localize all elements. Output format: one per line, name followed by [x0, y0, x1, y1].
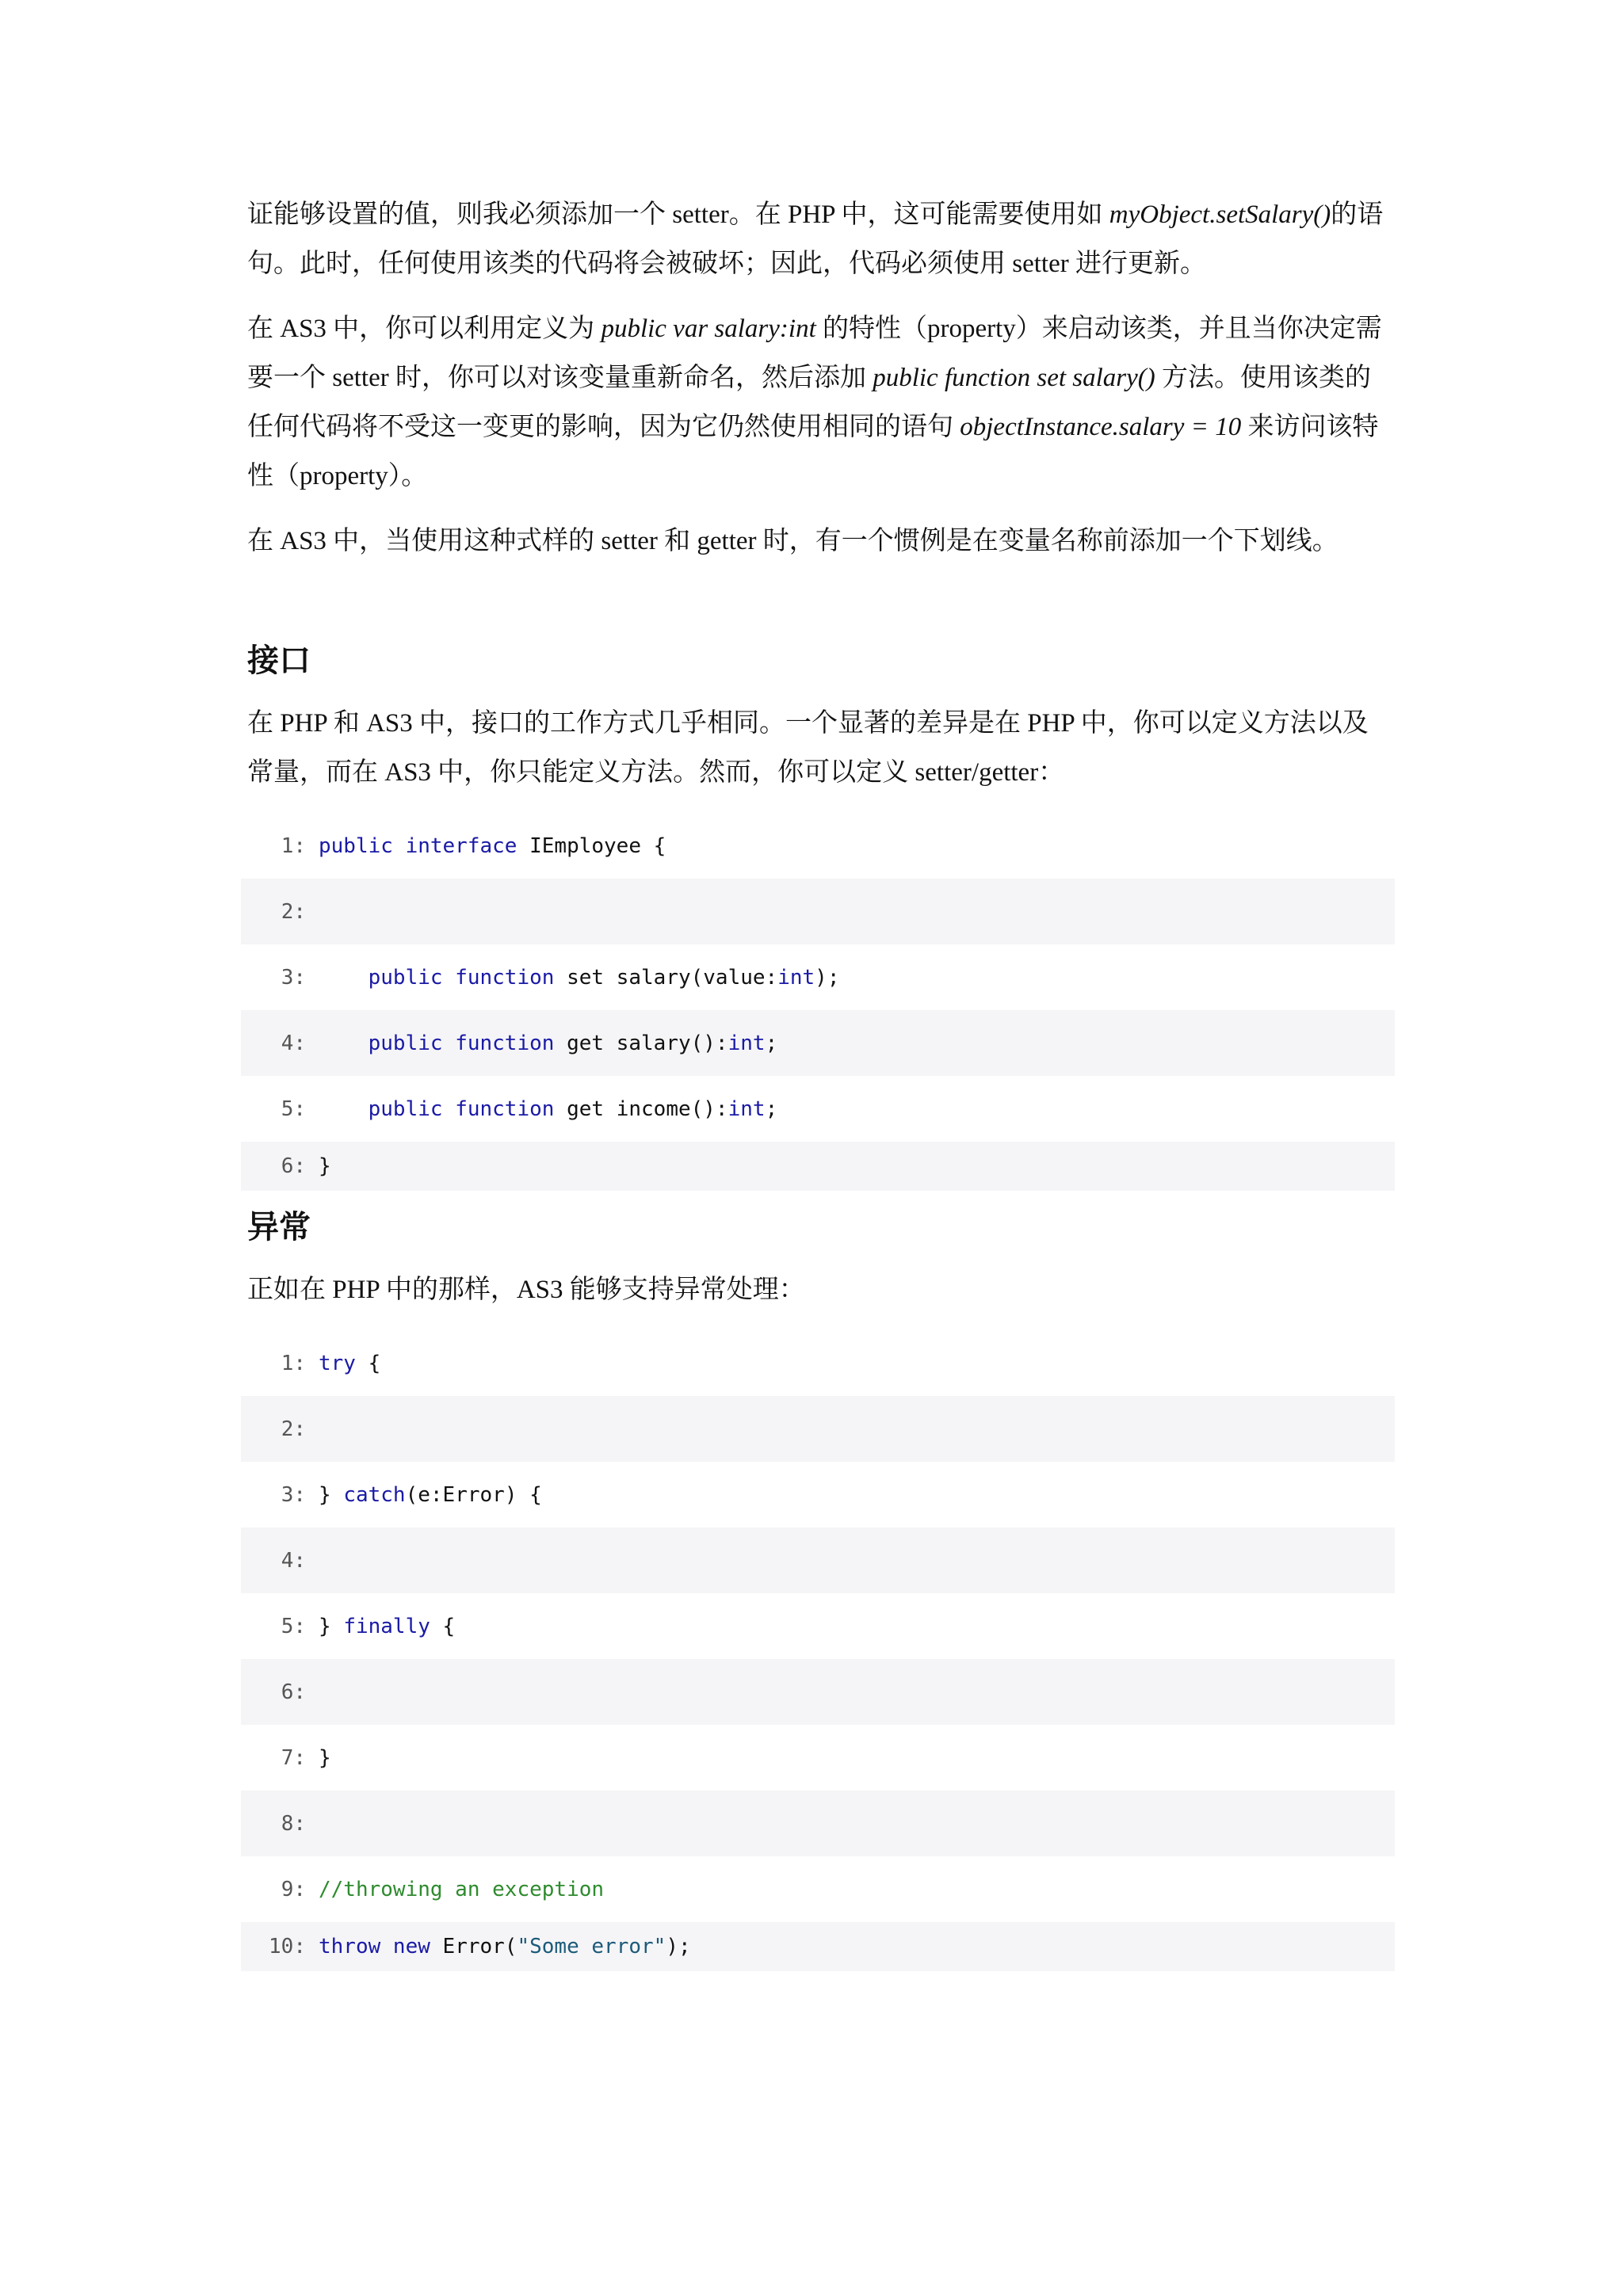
code-comment: //throwing an exception: [319, 1877, 605, 1901]
line-number: 1:: [281, 833, 306, 858]
line-number: 2:: [281, 899, 306, 924]
line-number: 10:: [269, 1935, 306, 1958]
line-number: 2:: [281, 1417, 306, 1441]
line-number: 7:: [281, 1745, 306, 1770]
inline-code: objectInstance.salary = 10: [960, 413, 1242, 441]
line-number: 3:: [281, 965, 306, 990]
line-number: 9:: [281, 1877, 306, 1901]
code-line: 1: try {: [241, 1330, 1395, 1396]
line-number: 5:: [281, 1097, 306, 1121]
code-line: 10: throw new Error("Some error");: [241, 1922, 1395, 1971]
code-line: [241, 1791, 1395, 1856]
paragraph-interface-intro: 在 PHP 和 AS3 中，接口的工作方式几乎相同。一个显著的差异是在 PHP 中，你可以定义方法以及常量，而在 AS3 中，你只能定义方法。然而，你可以定义 setter/getter：: [247, 709, 1369, 787]
code-line: [241, 1527, 1395, 1593]
line-number: 3:: [281, 1482, 306, 1507]
code-line: 3: public function set salary(value:int);: [241, 944, 1395, 1010]
line-number: 5:: [281, 1614, 306, 1638]
code-block-exception: [241, 1330, 1395, 1971]
code-line: 7: }: [241, 1725, 1395, 1791]
code-line: 5: } finally {: [241, 1593, 1395, 1659]
code-line: [241, 1856, 1395, 1922]
code-line: 4: public function get salary():int;: [241, 1010, 1395, 1076]
document-page: [247, 190, 1388, 1971]
line-number: 1:: [281, 1351, 306, 1375]
code-line: 5: public function get income():int;: [241, 1076, 1395, 1142]
code-line: [241, 1396, 1395, 1462]
section-heading-interface: 接口: [247, 643, 311, 679]
code-line: 1: public interface IEmployee {: [241, 813, 1395, 879]
inline-code: public function set salary(): [873, 364, 1155, 392]
line-number: 4:: [281, 1031, 306, 1055]
line-number: 4:: [281, 1548, 306, 1573]
paragraph-exception-intro: 正如在 PHP 中的那样，AS3 能够支持异常处理：: [247, 1276, 805, 1304]
line-number: 6:: [281, 1680, 306, 1704]
line-number: 8:: [281, 1811, 306, 1836]
code-line: [241, 879, 1395, 944]
code-line: 6: }: [241, 1142, 1395, 1191]
paragraph-setter-php: 证能够设置的值，则我必须添加一个 setter。在 PHP 中，这可能需要使用如 myObject.setSalary()的语句。此时，任何使用该类的代码将会被破坏；因此，代码必须使用 setter 进行更新。: [247, 200, 1384, 278]
section-heading-exception: 异常: [247, 1209, 311, 1245]
paragraph-underscore-convention: 在 AS3 中，当使用这种式样的 setter 和 getter 时，有一个惯例是在变量名称前添加一个下划线。: [247, 527, 1338, 555]
paragraph-setter-as3: 在 AS3 中，你可以利用定义为 public var salary:int 的特性（property）来启动该类，并且当你决定需要一个 setter 时，你可以对该变量重新命名，然后添加 public function set salary() 方法。使用该类的任何代码将不受这一变更的影响，因为它仍然使用相同的语句 objectInstance.salary = 10 来访问该特性（property）。: [247, 315, 1382, 490]
line-number: 6:: [281, 1154, 306, 1178]
code-line: [241, 1659, 1395, 1725]
code-block-interface: [241, 813, 1395, 1191]
inline-code: myObject.setSalary(): [1109, 200, 1331, 229]
inline-code: public var salary:int: [601, 315, 816, 343]
code-line: 3: } catch(e:Error) {: [241, 1462, 1395, 1527]
